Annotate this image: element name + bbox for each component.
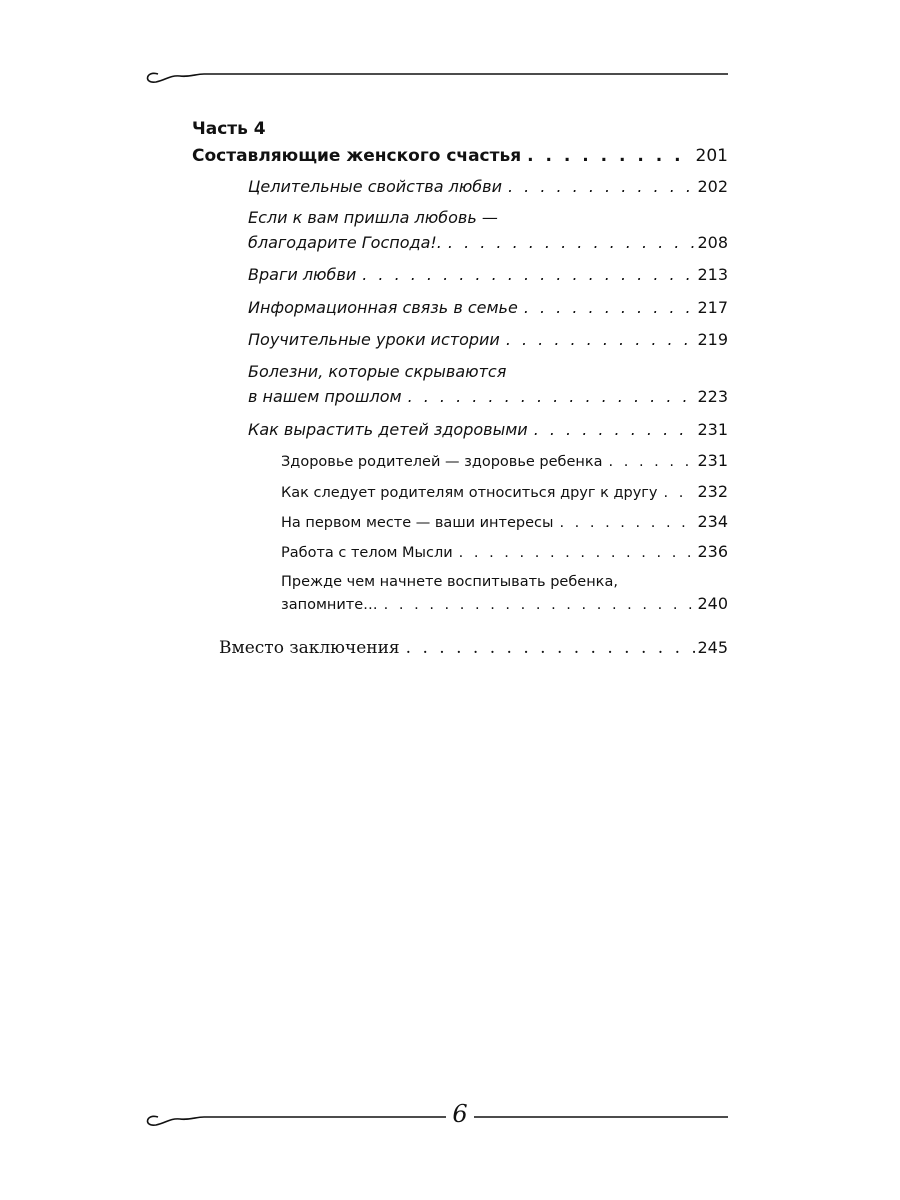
leader-dots bbox=[448, 231, 696, 255]
toc-entry-title: благодарите Господа!. bbox=[248, 233, 442, 252]
toc-subentry-page: 232 bbox=[697, 482, 728, 501]
leader-dots bbox=[362, 263, 695, 287]
part-label: Часть 4 bbox=[192, 119, 266, 139]
toc-entry bbox=[248, 263, 728, 287]
top-ornament-rule bbox=[0, 62, 900, 92]
toc-subentry-page: 240 bbox=[697, 594, 728, 613]
toc-closing-row bbox=[219, 636, 728, 660]
leader-dots bbox=[609, 450, 696, 474]
leader-dots bbox=[534, 418, 696, 442]
toc-subentry-title: запомните… bbox=[281, 597, 378, 613]
toc-subentry-title: На первом месте — ваши интересы bbox=[281, 515, 554, 531]
toc-entry-page: 217 bbox=[697, 298, 728, 317]
toc-entry-title: Враги любви bbox=[248, 265, 357, 284]
toc-entry bbox=[248, 296, 728, 320]
page-number: 6 bbox=[452, 1100, 468, 1128]
toc-entry bbox=[248, 385, 728, 409]
toc-subentry bbox=[281, 449, 728, 474]
toc-subentry bbox=[281, 540, 728, 565]
toc-section-title: Составляющие женского счастья bbox=[192, 146, 522, 166]
toc-entry-first-line: Если к вам пришла любовь — bbox=[248, 208, 498, 227]
toc-closing-page: 245 bbox=[697, 638, 728, 657]
leader-dots bbox=[406, 636, 696, 660]
toc-entry-page: 202 bbox=[697, 177, 728, 196]
toc-subentry-first-line: Прежде чем начнете воспитывать ребенка, bbox=[281, 574, 618, 590]
toc-entry-page: 223 bbox=[697, 387, 728, 406]
toc-subentry bbox=[281, 510, 728, 535]
toc-entry-title: Информационная связь в семье bbox=[248, 298, 518, 317]
toc-entry-title: в нашем прошлом bbox=[248, 387, 402, 406]
toc-section-row bbox=[192, 144, 728, 168]
toc-entry-title: Целительные свойства любви bbox=[248, 177, 502, 196]
toc-entry-title: Поучительные уроки истории bbox=[248, 330, 500, 349]
leader-dots bbox=[408, 385, 696, 409]
toc-subentry bbox=[281, 592, 728, 617]
leader-dots bbox=[508, 175, 695, 199]
toc-entry bbox=[248, 328, 728, 352]
toc-subentry-title: Работа с телом Мысли bbox=[281, 545, 453, 561]
toc-entry-page: 231 bbox=[697, 420, 728, 439]
leader-dots bbox=[527, 144, 693, 168]
toc-entry-page: 213 bbox=[697, 265, 728, 284]
toc-entry bbox=[248, 175, 728, 199]
toc-subentry-page: 236 bbox=[697, 542, 728, 561]
leader-dots bbox=[384, 593, 696, 617]
toc-entry-page: 208 bbox=[697, 233, 728, 252]
leader-dots bbox=[559, 511, 695, 535]
toc-subentry-page: 231 bbox=[697, 451, 728, 470]
leader-dots bbox=[664, 481, 696, 505]
toc-subentry-title: Как следует родителям относиться друг к другу bbox=[281, 485, 658, 501]
toc-entry-title: Как вырастить детей здоровыми bbox=[248, 420, 528, 439]
toc-subentry-page: 234 bbox=[697, 512, 728, 531]
toc-entry bbox=[248, 418, 728, 442]
toc-section-page: 201 bbox=[695, 146, 728, 166]
leader-dots bbox=[524, 296, 696, 320]
flourish-icon bbox=[0, 62, 900, 92]
toc-subentry-title: Здоровье родителей — здоровье ребенка bbox=[281, 454, 603, 470]
toc-closing-title: Вместо заключения bbox=[219, 638, 400, 658]
leader-dots bbox=[459, 541, 696, 565]
toc-entry-page: 219 bbox=[697, 330, 728, 349]
toc-entry-first-line: Болезни, которые скрываются bbox=[248, 362, 507, 381]
leader-dots bbox=[506, 328, 696, 352]
toc-entry bbox=[248, 231, 728, 255]
toc-subentry bbox=[281, 480, 728, 505]
